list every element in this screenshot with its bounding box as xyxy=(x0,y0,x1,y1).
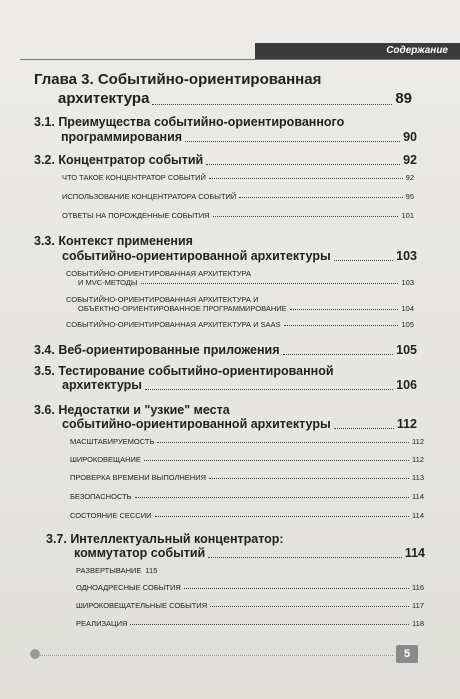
leader-dots xyxy=(210,606,409,607)
chapter-title: Глава 3. Событийно-ориентированная xyxy=(34,71,322,88)
subsection-title: СОСТОЯНИЕ СЕССИИ xyxy=(70,511,152,520)
section-3-4-title: 3.4. Веб-ориентированные приложения xyxy=(34,343,280,357)
subsection-page: 112 xyxy=(412,437,424,446)
subsection-page: 116 xyxy=(412,583,424,592)
section-3-6-entry xyxy=(62,417,417,432)
subsection-entry xyxy=(76,583,424,592)
leader-dots xyxy=(209,478,409,479)
leader-dots xyxy=(157,442,409,443)
chapter-title-line2: архитектура xyxy=(58,90,150,107)
subsection-title: МАСШТАБИРУЕМОСТЬ xyxy=(70,437,155,446)
subsection-title: СОБЫТИЙНО-ОРИЕНТИРОВАННАЯ АРХИТЕКТУРА xyxy=(66,269,251,278)
leader-dots xyxy=(185,141,400,142)
section-3-5-title: 3.5. Тестирование событийно-ориентированной xyxy=(34,364,334,378)
section-3-7-entry xyxy=(74,546,425,561)
subsection-entry xyxy=(66,320,414,329)
subsection-title-line2: ОБЪЕКТНО-ОРИЕНТИРОВАННОЕ ПРОГРАММИРОВАНИЕ xyxy=(78,304,287,313)
leader-dots xyxy=(152,104,392,105)
section-3-6-title: 3.6. Недостатки и "узкие" места xyxy=(34,403,230,417)
leader-dots xyxy=(155,516,410,517)
section-3-4-entry xyxy=(34,343,417,358)
section-3-2-title: 3.2. Концентратор событий xyxy=(34,153,204,167)
subsection-page: 114 xyxy=(412,492,424,501)
subsection-page: 95 xyxy=(405,192,414,201)
leader-dots xyxy=(239,197,402,198)
subsection-entry xyxy=(70,455,424,464)
subsection-page: 112 xyxy=(412,455,424,464)
subsection-title: СОБЫТИЙНО-ОРИЕНТИРОВАННАЯ АРХИТЕКТУРА И SAAS xyxy=(66,320,281,329)
leader-dots xyxy=(334,428,394,429)
subsection-entry xyxy=(76,601,424,610)
section-3-5-entry xyxy=(62,378,417,393)
section-3-6-page: 112 xyxy=(396,417,417,431)
section-3-4-page: 105 xyxy=(396,343,417,357)
leader-dots xyxy=(184,588,409,589)
leader-dots xyxy=(206,164,400,165)
subsection-page: 118 xyxy=(412,619,424,628)
section-3-1-title: 3.1. Преимущества событийно-ориентированного xyxy=(34,115,345,129)
leader-dots xyxy=(334,260,394,261)
subsection-page: 113 xyxy=(412,473,424,482)
section-3-3-title-line2: событийно-ориентированной архитектуры xyxy=(62,249,331,263)
leader-dots xyxy=(209,178,403,179)
chapter-entry xyxy=(58,90,412,108)
subsection-title: ШИРОКОВЕЩАНИЕ xyxy=(70,455,141,464)
subsection-entry xyxy=(62,192,414,201)
subsection-title: ОТВЕТЫ НА ПОРОЖДЕННЫЕ СОБЫТИЯ xyxy=(62,211,210,220)
leader-dots xyxy=(283,354,394,355)
header-title: Содержание xyxy=(386,45,448,56)
section-3-7-title-line2: коммутатор событий xyxy=(74,546,206,560)
subsection-page: 104 xyxy=(401,304,414,313)
subsection-entry xyxy=(70,437,424,446)
footer-bullet xyxy=(30,649,40,659)
subsection-entry xyxy=(70,492,424,501)
subsection-title: ИСПОЛЬЗОВАНИЕ КОНЦЕНТРАТОРА СОБЫТИЙ xyxy=(62,192,237,201)
leader-dots xyxy=(213,216,399,217)
section-3-2-entry xyxy=(34,153,417,168)
subsection-entry xyxy=(62,211,414,220)
subsection-entry xyxy=(78,278,414,287)
section-3-7-title: 3.7. Интеллектуальный концентратор: xyxy=(46,532,284,546)
leader-dots xyxy=(145,389,393,390)
section-3-3-entry xyxy=(62,249,417,264)
subsection-title-line2: И MVC-МЕТОДЫ xyxy=(78,278,138,287)
subsection-page: 92 xyxy=(405,173,414,182)
section-3-3-title: 3.3. Контекст применения xyxy=(34,234,193,248)
subsection-page: 101 xyxy=(401,211,414,220)
leader-dots xyxy=(130,624,409,625)
subsection-page: 103 xyxy=(401,278,414,287)
subsection-page: 105 xyxy=(401,320,414,329)
subsection-entry xyxy=(76,619,424,628)
leader-dots xyxy=(144,460,409,461)
subsection-entry xyxy=(62,173,414,182)
leader-dots xyxy=(208,557,402,558)
subsection-entry xyxy=(70,473,424,482)
subsection-entry xyxy=(70,511,424,520)
subsection-title: РАЗВЕРТЫВАНИЕ xyxy=(76,566,142,575)
section-3-6-title-line2: событийно-ориентированной архитектуры xyxy=(62,417,331,431)
section-3-5-page: 106 xyxy=(396,378,417,392)
page-number: 5 xyxy=(396,645,418,663)
section-3-1-entry xyxy=(61,130,417,145)
leader-dots xyxy=(284,325,399,326)
subsection-page: 117 xyxy=(412,601,424,610)
subsection-entry xyxy=(78,304,414,313)
subsection-entry xyxy=(76,566,176,575)
section-3-7-page: 114 xyxy=(404,546,425,560)
leader-dots xyxy=(141,283,399,284)
subsection-title: ШИРОКОВЕЩАТЕЛЬНЫЕ СОБЫТИЯ xyxy=(76,601,208,610)
section-3-2-page: 92 xyxy=(403,153,417,167)
section-3-3-page: 103 xyxy=(396,249,417,263)
subsection-title: ЧТО ТАКОЕ КОНЦЕНТРАТОР СОБЫТИЙ xyxy=(62,173,206,182)
footer-dotted-rule xyxy=(38,655,393,656)
section-3-1-page: 90 xyxy=(403,130,417,144)
chapter-page: 89 xyxy=(395,90,412,107)
subsection-title: РЕАЛИЗАЦИЯ xyxy=(76,619,128,628)
subsection-page: 114 xyxy=(412,511,424,520)
section-3-5-title-line2: архитектуры xyxy=(62,378,142,392)
subsection-page: 115 xyxy=(145,566,158,575)
subsection-title: СОБЫТИЙНО-ОРИЕНТИРОВАННАЯ АРХИТЕКТУРА И xyxy=(66,295,259,304)
section-3-1-title-line2: программирования xyxy=(61,130,183,144)
leader-dots xyxy=(135,497,409,498)
subsection-title: БЕЗОПАСНОСТЬ xyxy=(70,492,132,501)
leader-dots xyxy=(290,309,399,310)
subsection-title: ОДНОАДРЕСНЫЕ СОБЫТИЯ xyxy=(76,583,181,592)
subsection-title: ПРОВЕРКА ВРЕМЕНИ ВЫПОЛНЕНИЯ xyxy=(70,473,207,482)
